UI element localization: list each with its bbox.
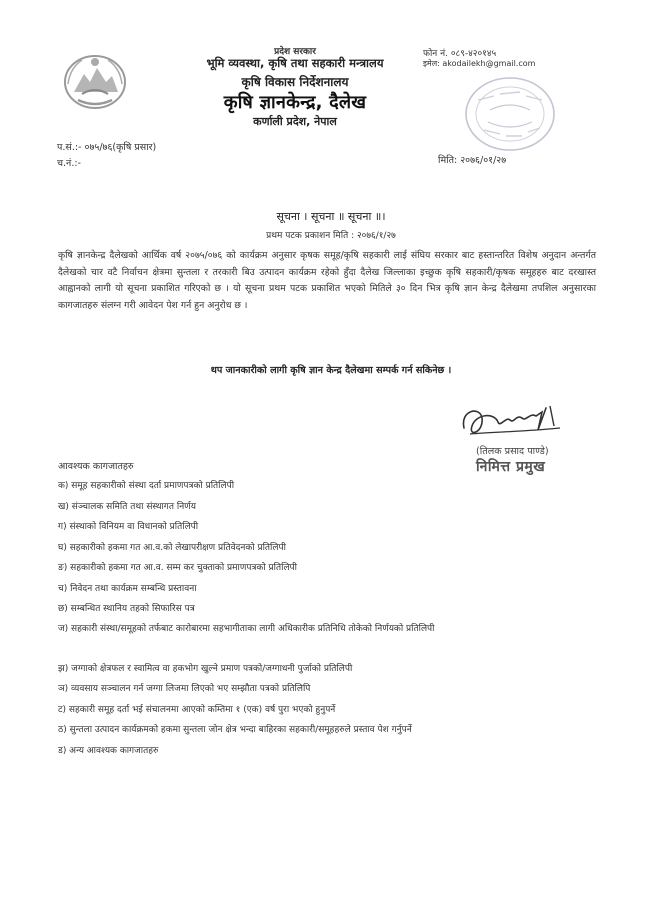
email-address: इमेल: akodailekh@gmail.com [423, 59, 536, 68]
list-item: क) समूह सहकारीको संस्था दर्ता प्रमाणपत्रको प्रतिलिपी [58, 481, 235, 491]
list-item: छ) सम्बन्धित स्थानिय तहको सिफारिस पत्र [58, 604, 195, 614]
notice-title: सूचना । सूचना ॥ सूचना ॥। [276, 210, 386, 223]
phone-number: फोन नं. ०८९-४२०१४५ [423, 49, 497, 59]
list-item: ञ) व्यवसाय सञ्चालन गर्न जग्गा लिजमा लिएको भए सम्झौता पत्रको प्रतिलिपि [58, 684, 311, 694]
list-item: घ) सहकारीको हकमा गत आ.व.को लेखापरीक्षण प्रतिवेदनको प्रतिलिपी [58, 542, 286, 553]
publication-date: प्रथम पटक प्रकाशन मिति : २०७६/१/२७ [266, 231, 396, 241]
government-label: प्रदेश सरकार [274, 47, 316, 57]
list-item: ट) सहकारी समूह दर्ता भई संचालनमा आएको कम्तिमा १ (एक) वर्ष पुरा भएको हुनुपर्ने [58, 704, 336, 715]
ministry-name: भूमि व्यवस्था, कृषि तथा सहकारी मन्त्रालय [206, 56, 384, 70]
list-item: च) निवेदन तथा कार्यक्रम सम्बन्धि प्रस्तावना [58, 583, 197, 594]
list-item: झ) जग्गाको क्षेत्रफल र स्वामित्व वा हकभोग खुल्ने प्रमाण पत्रको/जग्गाधनी पुर्जाको प्रतिलिपी [58, 663, 353, 674]
list-item: ख) संञ्चालक समिति तथा संस्थागत निर्णय [58, 501, 196, 512]
list-item: ग) संस्थाको विनियम वा विधानको प्रतिलिपी [58, 522, 199, 532]
province-name: कर्णाली प्रदेश, नेपाल [253, 115, 337, 128]
office-stamp-icon [460, 70, 560, 156]
letter-date: मिति: २०७६/०१/२७ [438, 155, 507, 166]
directorate-name: कृषि विकास निर्देशनालय [241, 75, 349, 89]
list-item: ज) सहकारी संस्था/समूहको तर्फबाट कारोबारमा सहभागीताका लागी अधिकारीक प्रतिनिधि तोकेको निर्णयको प्रतिलिपी [58, 623, 435, 634]
office-name: कृषि ज्ञानकेन्द्र, दैलेख [223, 92, 367, 113]
documents-heading: आवश्यक कागजातहरु [58, 461, 134, 472]
contact-note: थप जानकारीको लागी कृषि ज्ञान केन्द्र दैलेखमा सम्पर्क गर्न सकिनेछ । [210, 365, 452, 376]
list-item: ङ) सहकारीको हकमा गत आ.व. सम्म कर चुक्ताको प्रमाणपत्रको प्रतिलिपी [58, 563, 297, 573]
signature-icon [450, 398, 580, 448]
letter-reference-number: प.सं.:- ०७५/७६(कृषि प्रसार) [57, 142, 157, 153]
list-item: ड) अन्य आवश्यक कागजातहरु [58, 745, 159, 756]
signatory-name: (तिलक प्रसाद पाण्डे) [476, 446, 549, 457]
signatory-title: निमित्त प्रमुख [476, 459, 546, 475]
list-item: ठ) सुन्तला उत्पादन कार्यक्रमको हकमा सुन्तला जोन क्षेत्र भन्दा बाहिरका सहकारी/समूहहरुले प्रस्ताव पेश गर्नुपर्ने [58, 725, 412, 735]
notice-body: कृषि ज्ञानकेन्द्र दैलेखको आर्थिक वर्ष २०७५/०७६ को कार्यक्रम अनुसार कृषक समूह/कृषि सहकारी लाई संघिय सरकार बाट हस्तान्तरित विशेष अनुदान अन्तर्गत दैलेखको चार वटै निर्वाचन क्षेत्रमा सुन्तला र तरकारी बिउ उत्पादन कार्यक्रम रहेको हुँदा दैलेख जिल्लाका इच्छुक कृषि सहकारी/कृषक समूहहरु बाट दरखास्त आह्वानको लागी यो सूचना प्रकाशित गरिएको छ । यो सूचना प्रथम पटक प्रकाशित भएको मितिले ३० दिन भित्र कृषि ज्ञान केन्द्र दैलेखमा तपशिल अनुसारका कागजातहरु संलग्न गरी आवेदन पेश गर्न हुन अनुरोध छ । [58, 250, 596, 311]
required-documents-list [58, 476, 598, 761]
dispatch-number: च.नं.:- [57, 158, 81, 169]
nepal-emblem-icon [60, 48, 130, 112]
